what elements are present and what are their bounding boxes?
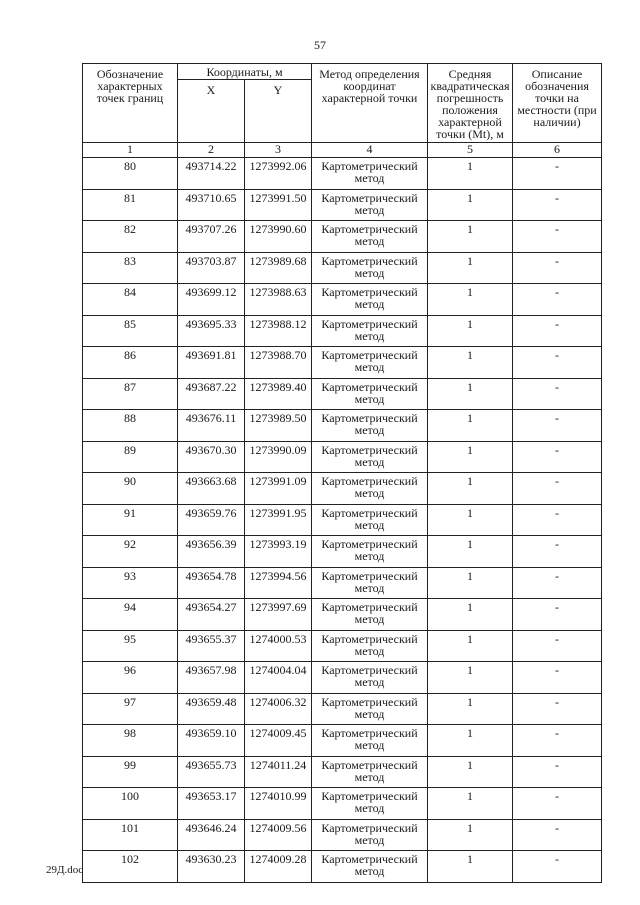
table-row	[83, 504, 602, 536]
error-cell: 1	[428, 819, 513, 851]
method-cell: Картометрический метод	[312, 252, 428, 284]
y-coordinate-cell: 1274000.53	[245, 630, 312, 662]
x-coordinate-cell: 493676.11	[178, 410, 245, 442]
description-cell: -	[513, 662, 602, 694]
error-cell: 1	[428, 378, 513, 410]
description-cell: -	[513, 410, 602, 442]
description-cell: -	[513, 504, 602, 536]
header-y: Y	[245, 80, 312, 143]
method-cell: Картометрический метод	[312, 158, 428, 190]
column-number: 1	[83, 143, 178, 158]
description-cell: -	[513, 630, 602, 662]
table-row	[83, 347, 602, 379]
method-cell: Картометрический метод	[312, 788, 428, 820]
x-coordinate-cell: 493630.23	[178, 851, 245, 883]
header-error: Средняя квадратическая погрешность положения характерной точки (Mt), м	[428, 64, 513, 143]
y-coordinate-cell: 1273993.19	[245, 536, 312, 568]
column-number: 4	[312, 143, 428, 158]
y-coordinate-cell: 1274009.56	[245, 819, 312, 851]
error-cell: 1	[428, 158, 513, 190]
error-cell: 1	[428, 315, 513, 347]
x-coordinate-cell: 493655.37	[178, 630, 245, 662]
error-cell: 1	[428, 788, 513, 820]
x-coordinate-cell: 493703.87	[178, 252, 245, 284]
coordinates-table	[82, 63, 602, 883]
method-cell: Картометрический метод	[312, 473, 428, 505]
description-cell: -	[513, 851, 602, 883]
y-coordinate-cell: 1274011.24	[245, 756, 312, 788]
y-coordinate-cell: 1273988.70	[245, 347, 312, 379]
point-number-cell: 97	[83, 693, 178, 725]
table-row	[83, 473, 602, 505]
error-cell: 1	[428, 347, 513, 379]
table-row	[83, 252, 602, 284]
description-cell: -	[513, 189, 602, 221]
x-coordinate-cell: 493699.12	[178, 284, 245, 316]
x-coordinate-cell: 493691.81	[178, 347, 245, 379]
table-row	[83, 378, 602, 410]
x-coordinate-cell: 493687.22	[178, 378, 245, 410]
x-coordinate-cell: 493714.22	[178, 158, 245, 190]
y-coordinate-cell: 1274009.28	[245, 851, 312, 883]
table-row	[83, 221, 602, 253]
error-cell: 1	[428, 756, 513, 788]
x-coordinate-cell: 493654.78	[178, 567, 245, 599]
description-cell: -	[513, 599, 602, 631]
x-coordinate-cell: 493670.30	[178, 441, 245, 473]
y-coordinate-cell: 1273991.50	[245, 189, 312, 221]
description-cell: -	[513, 252, 602, 284]
x-coordinate-cell: 493663.68	[178, 473, 245, 505]
description-cell: -	[513, 347, 602, 379]
y-coordinate-cell: 1273990.09	[245, 441, 312, 473]
y-coordinate-cell: 1273988.63	[245, 284, 312, 316]
error-cell: 1	[428, 630, 513, 662]
description-cell: -	[513, 158, 602, 190]
column-number-row	[83, 143, 602, 158]
table-row	[83, 662, 602, 694]
x-coordinate-cell: 493656.39	[178, 536, 245, 568]
table-row	[83, 819, 602, 851]
method-cell: Картометрический метод	[312, 756, 428, 788]
point-number-cell: 88	[83, 410, 178, 442]
column-number: 3	[245, 143, 312, 158]
x-coordinate-cell: 493657.98	[178, 662, 245, 694]
error-cell: 1	[428, 441, 513, 473]
x-coordinate-cell: 493654.27	[178, 599, 245, 631]
description-cell: -	[513, 693, 602, 725]
y-coordinate-cell: 1273991.09	[245, 473, 312, 505]
description-cell: -	[513, 536, 602, 568]
error-cell: 1	[428, 599, 513, 631]
point-number-cell: 84	[83, 284, 178, 316]
table-row	[83, 315, 602, 347]
header-description: Описание обозначения точки на местности (при наличии)	[513, 64, 602, 143]
table-row	[83, 441, 602, 473]
table-row	[83, 189, 602, 221]
description-cell: -	[513, 284, 602, 316]
table-row	[83, 599, 602, 631]
method-cell: Картометрический метод	[312, 819, 428, 851]
method-cell: Картометрический метод	[312, 221, 428, 253]
y-coordinate-cell: 1274004.04	[245, 662, 312, 694]
error-cell: 1	[428, 221, 513, 253]
method-cell: Картометрический метод	[312, 567, 428, 599]
x-coordinate-cell: 493646.24	[178, 819, 245, 851]
column-number: 5	[428, 143, 513, 158]
point-number-cell: 83	[83, 252, 178, 284]
point-number-cell: 102	[83, 851, 178, 883]
point-number-cell: 85	[83, 315, 178, 347]
point-number-cell: 81	[83, 189, 178, 221]
error-cell: 1	[428, 284, 513, 316]
y-coordinate-cell: 1274010.99	[245, 788, 312, 820]
method-cell: Картометрический метод	[312, 725, 428, 757]
method-cell: Картометрический метод	[312, 536, 428, 568]
table-row	[83, 756, 602, 788]
x-coordinate-cell: 493707.26	[178, 221, 245, 253]
page-number: 57	[314, 38, 326, 52]
method-cell: Картометрический метод	[312, 662, 428, 694]
point-number-cell: 99	[83, 756, 178, 788]
point-number-cell: 92	[83, 536, 178, 568]
x-coordinate-cell: 493655.73	[178, 756, 245, 788]
point-number-cell: 89	[83, 441, 178, 473]
method-cell: Картометрический метод	[312, 347, 428, 379]
y-coordinate-cell: 1274006.32	[245, 693, 312, 725]
y-coordinate-cell: 1273989.68	[245, 252, 312, 284]
method-cell: Картометрический метод	[312, 410, 428, 442]
table-row	[83, 788, 602, 820]
table-row	[83, 410, 602, 442]
table-row	[83, 630, 602, 662]
y-coordinate-cell: 1273994.56	[245, 567, 312, 599]
header-coordinates: Координаты, м	[178, 64, 312, 80]
error-cell: 1	[428, 410, 513, 442]
point-number-cell: 90	[83, 473, 178, 505]
table-row	[83, 536, 602, 568]
column-number: 6	[513, 143, 602, 158]
y-coordinate-cell: 1273991.95	[245, 504, 312, 536]
footer-filename: 29Д.doc	[46, 864, 84, 876]
header-designation: Обозначение характерных точек границ	[83, 64, 178, 143]
error-cell: 1	[428, 693, 513, 725]
error-cell: 1	[428, 536, 513, 568]
column-number: 2	[178, 143, 245, 158]
description-cell: -	[513, 315, 602, 347]
error-cell: 1	[428, 662, 513, 694]
method-cell: Картометрический метод	[312, 693, 428, 725]
description-cell: -	[513, 788, 602, 820]
description-cell: -	[513, 378, 602, 410]
table-row	[83, 693, 602, 725]
method-cell: Картометрический метод	[312, 630, 428, 662]
x-coordinate-cell: 493695.33	[178, 315, 245, 347]
point-number-cell: 80	[83, 158, 178, 190]
point-number-cell: 98	[83, 725, 178, 757]
table-row	[83, 284, 602, 316]
description-cell: -	[513, 756, 602, 788]
table-row	[83, 158, 602, 190]
method-cell: Картометрический метод	[312, 315, 428, 347]
point-number-cell: 96	[83, 662, 178, 694]
point-number-cell: 95	[83, 630, 178, 662]
y-coordinate-cell: 1273990.60	[245, 221, 312, 253]
error-cell: 1	[428, 504, 513, 536]
description-cell: -	[513, 567, 602, 599]
table-body	[83, 158, 602, 883]
error-cell: 1	[428, 473, 513, 505]
description-cell: -	[513, 221, 602, 253]
description-cell: -	[513, 441, 602, 473]
description-cell: -	[513, 819, 602, 851]
method-cell: Картометрический метод	[312, 441, 428, 473]
method-cell: Картометрический метод	[312, 378, 428, 410]
y-coordinate-cell: 1273989.40	[245, 378, 312, 410]
method-cell: Картометрический метод	[312, 504, 428, 536]
error-cell: 1	[428, 725, 513, 757]
y-coordinate-cell: 1273997.69	[245, 599, 312, 631]
point-number-cell: 100	[83, 788, 178, 820]
error-cell: 1	[428, 189, 513, 221]
point-number-cell: 86	[83, 347, 178, 379]
table-row	[83, 851, 602, 883]
method-cell: Картометрический метод	[312, 284, 428, 316]
table-row	[83, 567, 602, 599]
point-number-cell: 93	[83, 567, 178, 599]
error-cell: 1	[428, 851, 513, 883]
x-coordinate-cell: 493653.17	[178, 788, 245, 820]
x-coordinate-cell: 493710.65	[178, 189, 245, 221]
table-row	[83, 725, 602, 757]
point-number-cell: 87	[83, 378, 178, 410]
error-cell: 1	[428, 567, 513, 599]
header-method: Метод определения координат характерной точки	[312, 64, 428, 143]
description-cell: -	[513, 725, 602, 757]
y-coordinate-cell: 1273992.06	[245, 158, 312, 190]
point-number-cell: 94	[83, 599, 178, 631]
x-coordinate-cell: 493659.76	[178, 504, 245, 536]
point-number-cell: 91	[83, 504, 178, 536]
method-cell: Картометрический метод	[312, 851, 428, 883]
method-cell: Картометрический метод	[312, 189, 428, 221]
method-cell: Картометрический метод	[312, 599, 428, 631]
x-coordinate-cell: 493659.48	[178, 693, 245, 725]
y-coordinate-cell: 1273988.12	[245, 315, 312, 347]
point-number-cell: 101	[83, 819, 178, 851]
description-cell: -	[513, 473, 602, 505]
x-coordinate-cell: 493659.10	[178, 725, 245, 757]
error-cell: 1	[428, 252, 513, 284]
y-coordinate-cell: 1274009.45	[245, 725, 312, 757]
point-number-cell: 82	[83, 221, 178, 253]
header-x: X	[178, 80, 245, 143]
y-coordinate-cell: 1273989.50	[245, 410, 312, 442]
